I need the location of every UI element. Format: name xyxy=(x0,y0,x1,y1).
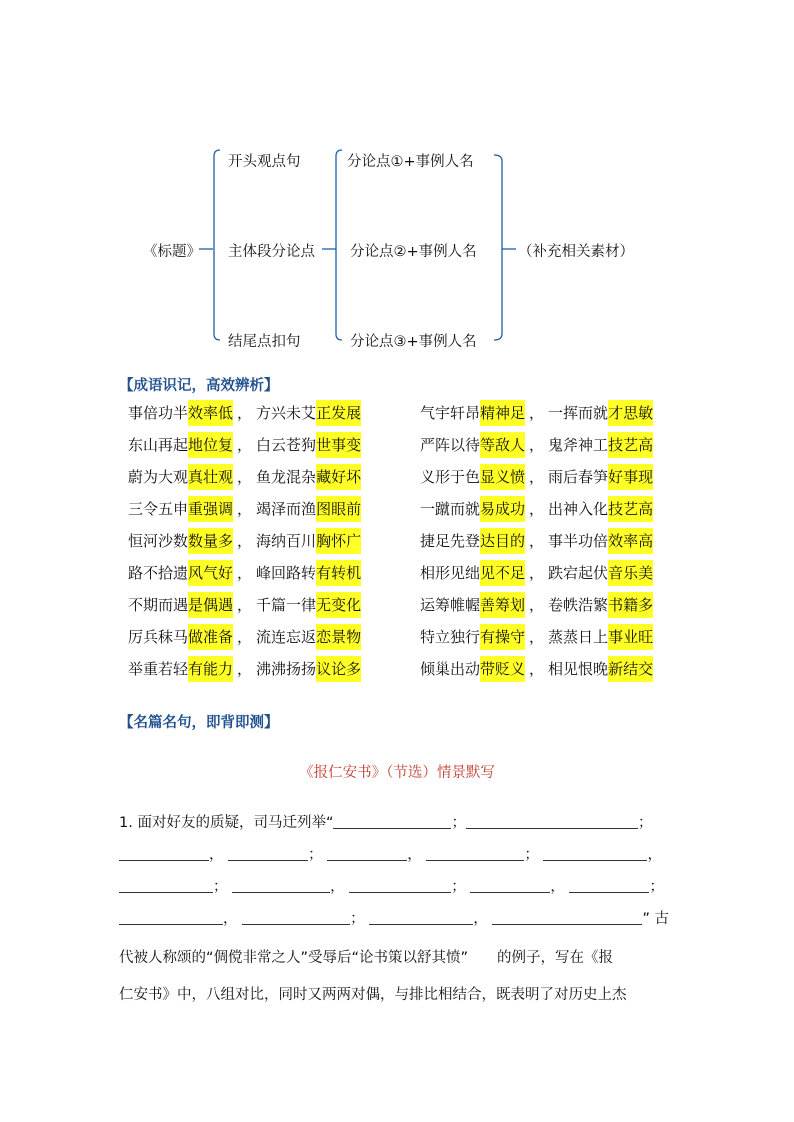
comma: ， xyxy=(529,468,545,486)
idiom-row xyxy=(128,464,361,490)
idiom-text: 白云苍狗 xyxy=(256,436,317,454)
comma: ， xyxy=(529,500,545,518)
comma: ， xyxy=(529,436,545,454)
idiom-meaning: 有操守 xyxy=(480,624,525,650)
blank[interactable] xyxy=(119,908,223,925)
comma: ， xyxy=(237,468,253,486)
idiom-text: 跌宕起伏 xyxy=(548,564,609,582)
outline-closing: 结尾点扣句 xyxy=(228,334,301,350)
idiom-row xyxy=(128,432,361,458)
idiom-text: 海纳百川 xyxy=(256,532,317,550)
blank[interactable] xyxy=(466,812,638,829)
idiom-text: 一挥而就 xyxy=(548,404,609,422)
question-line-6: 仁安书》中，八组对比，同时又两两对偶，与排比相结合，既表明了对历史上杰 xyxy=(119,987,627,1003)
idiom-row xyxy=(128,656,361,682)
idiom-text: 相见恨晚 xyxy=(548,660,609,678)
idiom-meaning: 带贬义 xyxy=(480,656,525,682)
idiom-text: 沸沸扬扬 xyxy=(256,660,317,678)
comma: ， xyxy=(237,628,253,646)
idiom-text: 厉兵秣马 xyxy=(128,628,189,646)
idiom-row xyxy=(420,528,653,554)
idiom-row xyxy=(420,432,653,458)
bracket-3 xyxy=(494,155,502,340)
outline-point-3: 分论点③+事例人名 xyxy=(350,334,477,350)
comma: ， xyxy=(529,404,545,422)
idiom-text: 一蹴而就 xyxy=(420,500,481,518)
outline-point-1: 分论点①+事例人名 xyxy=(347,154,474,170)
idiom-row xyxy=(128,528,361,554)
blank[interactable] xyxy=(242,908,350,925)
idiom-text: 事倍功半 xyxy=(128,404,189,422)
idiom-meaning: 技艺高 xyxy=(608,496,653,522)
idiom-text: 卷帙浩繁 xyxy=(548,596,609,614)
idiom-row xyxy=(420,592,653,618)
idiom-meaning: 藏好坏 xyxy=(316,464,361,490)
idiom-meaning: 等敌人 xyxy=(480,432,525,458)
idiom-row xyxy=(420,656,653,682)
idiom-meaning: 胸怀广 xyxy=(316,528,361,554)
idiom-text: 气宇轩昂 xyxy=(420,404,481,422)
blank[interactable] xyxy=(492,908,642,925)
idiom-text: 峰回路转 xyxy=(256,564,317,582)
idiom-meaning: 效率高 xyxy=(608,528,653,554)
idiom-meaning: 见不足 xyxy=(480,560,525,586)
idiom-meaning: 善筹划 xyxy=(480,592,525,618)
idiom-text: 出神入化 xyxy=(548,500,609,518)
idiom-meaning: 达目的 xyxy=(480,528,525,554)
idiom-text: 雨后春笋 xyxy=(548,468,609,486)
blank[interactable] xyxy=(327,844,407,861)
question-line-5: 代被人称颂的“倜傥非常之人”受辱后“论书策以舒其愤” 的例子，写在《报 xyxy=(119,950,614,966)
idiom-text: 千篇一律 xyxy=(256,596,317,614)
blank[interactable] xyxy=(119,876,213,893)
idiom-text: 东山再起 xyxy=(128,436,189,454)
blank[interactable] xyxy=(369,908,473,925)
idiom-row xyxy=(420,400,653,426)
idiom-meaning: 真壮观 xyxy=(188,464,233,490)
idiom-meaning: 风气好 xyxy=(188,560,233,586)
idiom-text: 举重若轻 xyxy=(128,660,189,678)
idiom-text: 三令五申 xyxy=(128,500,189,518)
blank[interactable] xyxy=(569,876,649,893)
comma: ， xyxy=(237,660,253,678)
idiom-row xyxy=(420,624,653,650)
comma: ， xyxy=(237,500,253,518)
blank[interactable] xyxy=(333,812,451,829)
question-line-2: ， ； ， ； ， xyxy=(119,840,662,870)
idiom-text: 路不拾遗 xyxy=(128,564,189,582)
comma: ， xyxy=(529,532,545,550)
idiom-meaning: 显义愤 xyxy=(480,464,525,490)
idiom-row xyxy=(128,400,361,426)
idiom-meaning: 书籍多 xyxy=(608,592,653,618)
idiom-text: 特立独行 xyxy=(420,628,481,646)
idiom-text: 蔚为大观 xyxy=(128,468,189,486)
idiom-meaning: 图眼前 xyxy=(316,496,361,522)
idiom-text: 竭泽而渔 xyxy=(256,500,317,518)
idiom-text: 严阵以待 xyxy=(420,436,481,454)
idiom-text: 蒸蒸日上 xyxy=(548,628,609,646)
comma: ， xyxy=(529,660,545,678)
idiom-row xyxy=(420,560,653,586)
idiom-row xyxy=(420,496,653,522)
question-lead: 1. 面对好友的质疑，司马迁列举“ xyxy=(119,815,334,831)
idiom-meaning: 易成功 xyxy=(480,496,525,522)
idiom-meaning: 做准备 xyxy=(188,624,233,650)
idiom-text: 鬼斧神工 xyxy=(548,436,609,454)
comma: ， xyxy=(529,564,545,582)
idiom-meaning: 事业旺 xyxy=(608,624,653,650)
idiom-meaning: 新结交 xyxy=(608,656,653,682)
outline-supplement: （补充相关素材） xyxy=(518,244,634,260)
outline-point-2: 分论点②+事例人名 xyxy=(350,244,477,260)
idiom-row xyxy=(128,624,361,650)
idiom-row xyxy=(128,592,361,618)
comma: ， xyxy=(237,564,253,582)
blank[interactable] xyxy=(543,844,647,861)
idiom-meaning: 重强调 xyxy=(188,496,233,522)
idiom-text: 事半功倍 xyxy=(548,532,609,550)
idiom-meaning: 才思敏 xyxy=(608,400,653,426)
idiom-text: 流连忘返 xyxy=(256,628,317,646)
question-line-3: ； ， ； ， ； xyxy=(119,872,664,902)
outline-body: 主体段分论点 xyxy=(228,244,315,260)
section-heading-poems: 【名篇名句，即背即测】 xyxy=(119,715,279,731)
idiom-text: 鱼龙混杂 xyxy=(256,468,317,486)
idiom-text: 捷足先登 xyxy=(420,532,481,550)
bracket-2 xyxy=(336,150,342,340)
idiom-text: 运筹帷幄 xyxy=(420,596,481,614)
idiom-meaning: 议论多 xyxy=(316,656,361,682)
idiom-meaning: 地位复 xyxy=(188,432,233,458)
blank[interactable] xyxy=(119,844,209,861)
idiom-text: 恒河沙数 xyxy=(128,532,189,550)
outline-opening: 开头观点句 xyxy=(228,154,301,170)
idiom-text: 倾巢出动 xyxy=(420,660,481,678)
idiom-text: 方兴未艾 xyxy=(256,404,317,422)
idiom-meaning: 有能力 xyxy=(188,656,233,682)
blank[interactable] xyxy=(470,876,550,893)
question-line-4: ， ； ， ” 古 xyxy=(119,904,669,934)
comma: ， xyxy=(237,404,253,422)
blank[interactable] xyxy=(349,876,451,893)
blank[interactable] xyxy=(228,844,308,861)
idiom-text: 不期而遇 xyxy=(128,596,189,614)
comma: ， xyxy=(529,596,545,614)
section-heading-idioms: 【成语识记，高效辨析】 xyxy=(119,378,279,394)
idiom-row xyxy=(128,560,361,586)
idiom-meaning: 好事现 xyxy=(608,464,653,490)
idiom-text: 相形见绌 xyxy=(420,564,481,582)
exercise-title: 《报仁安书》（节选）情景默写 xyxy=(299,765,495,781)
blank[interactable] xyxy=(426,844,524,861)
idiom-meaning: 技艺高 xyxy=(608,432,653,458)
outline-title: 《标题》 xyxy=(143,244,201,260)
idiom-text: 义形于色 xyxy=(420,468,481,486)
comma: ， xyxy=(237,436,253,454)
idiom-row xyxy=(128,496,361,522)
question-line-1: 1. 面对好友的质疑，司马迁列举“ ； ； xyxy=(119,808,652,838)
comma: ， xyxy=(529,628,545,646)
idiom-meaning: 世事变 xyxy=(316,432,361,458)
idiom-meaning: 效率低 xyxy=(188,400,233,426)
idiom-meaning: 精神足 xyxy=(480,400,525,426)
idiom-meaning: 正发展 xyxy=(316,400,361,426)
blank[interactable] xyxy=(232,876,330,893)
idiom-row xyxy=(420,464,653,490)
idiom-meaning: 恋景物 xyxy=(316,624,361,650)
bracket-1 xyxy=(214,150,220,340)
idiom-meaning: 是偶遇 xyxy=(188,592,233,618)
idiom-meaning: 音乐美 xyxy=(608,560,653,586)
comma: ， xyxy=(237,596,253,614)
idiom-meaning: 有转机 xyxy=(316,560,361,586)
idiom-meaning: 无变化 xyxy=(316,592,361,618)
idiom-meaning: 数量多 xyxy=(188,528,233,554)
comma: ， xyxy=(237,532,253,550)
